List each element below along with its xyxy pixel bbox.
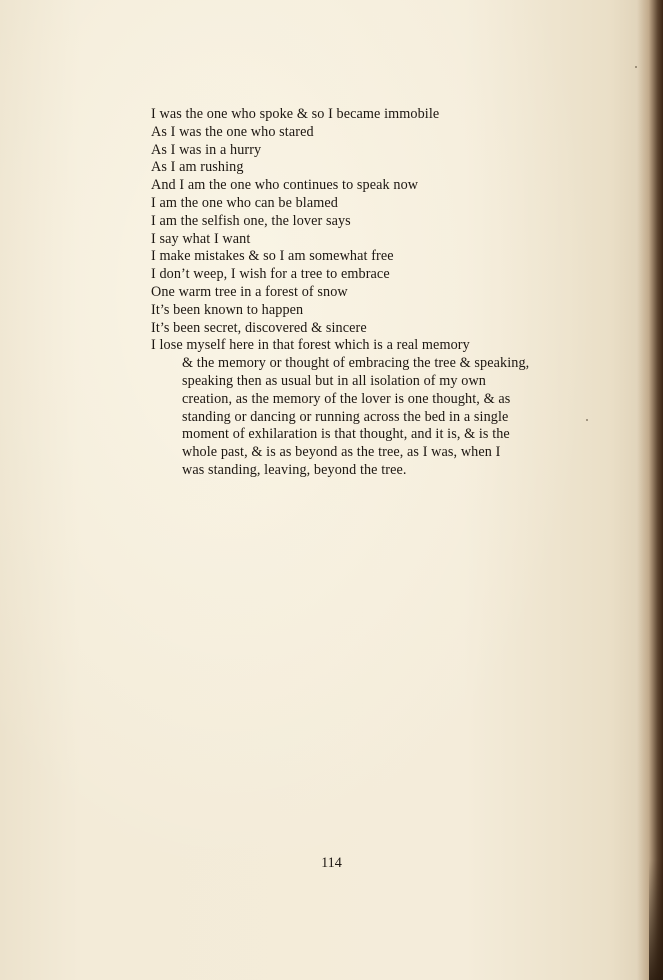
poem-line: I am the selfish one, the lover says xyxy=(151,212,351,229)
poem-continuation-line: speaking then as usual but in all isolation of my own xyxy=(182,372,486,389)
poem-body xyxy=(151,106,581,480)
poem-line: I don’t weep, I wish for a tree to embrace xyxy=(151,266,390,283)
poem-line: I am the one who can be blamed xyxy=(151,194,338,211)
poem-line: I make mistakes & so I am somewhat free xyxy=(151,248,394,265)
poem-line: And I am the one who continues to speak now xyxy=(151,177,419,194)
poem-continuation-line: & the memory or thought of embracing the tree & speaking, xyxy=(182,355,530,372)
poem-line: As I was the one who stared xyxy=(151,123,314,140)
poem-continuation-line: whole past, & is as beyond as the tree, as I was, when I xyxy=(182,444,501,461)
poem-line: It’s been secret, discovered & sincere xyxy=(151,319,367,336)
poem-line: As I was in a hurry xyxy=(151,141,262,158)
poem-line: One warm tree in a forest of snow xyxy=(151,283,348,300)
poem-line: I lose myself here in that forest which is a real memory xyxy=(151,337,470,354)
poem-line: I say what I want xyxy=(151,230,251,247)
page-number: 114 xyxy=(321,855,342,871)
paper-speck xyxy=(586,419,588,421)
poem-continuation-line: creation, as the memory of the lover is one thought, & as xyxy=(182,390,511,407)
book-spine-shadow xyxy=(649,860,663,980)
poem-continuation-line: standing or dancing or running across the bed in a single xyxy=(182,408,509,425)
poem-line: As I am rushing xyxy=(151,159,244,176)
paper-speck xyxy=(635,66,637,68)
poem-continuation-line: was standing, leaving, beyond the tree. xyxy=(182,461,407,478)
poem-continuation-line: moment of exhilaration is that thought, and it is, & is the xyxy=(182,426,510,443)
poem-line: It’s been known to happen xyxy=(151,301,304,318)
book-spine-edge xyxy=(637,0,663,980)
poem-line: I was the one who spoke & so I became immobile xyxy=(151,106,440,122)
